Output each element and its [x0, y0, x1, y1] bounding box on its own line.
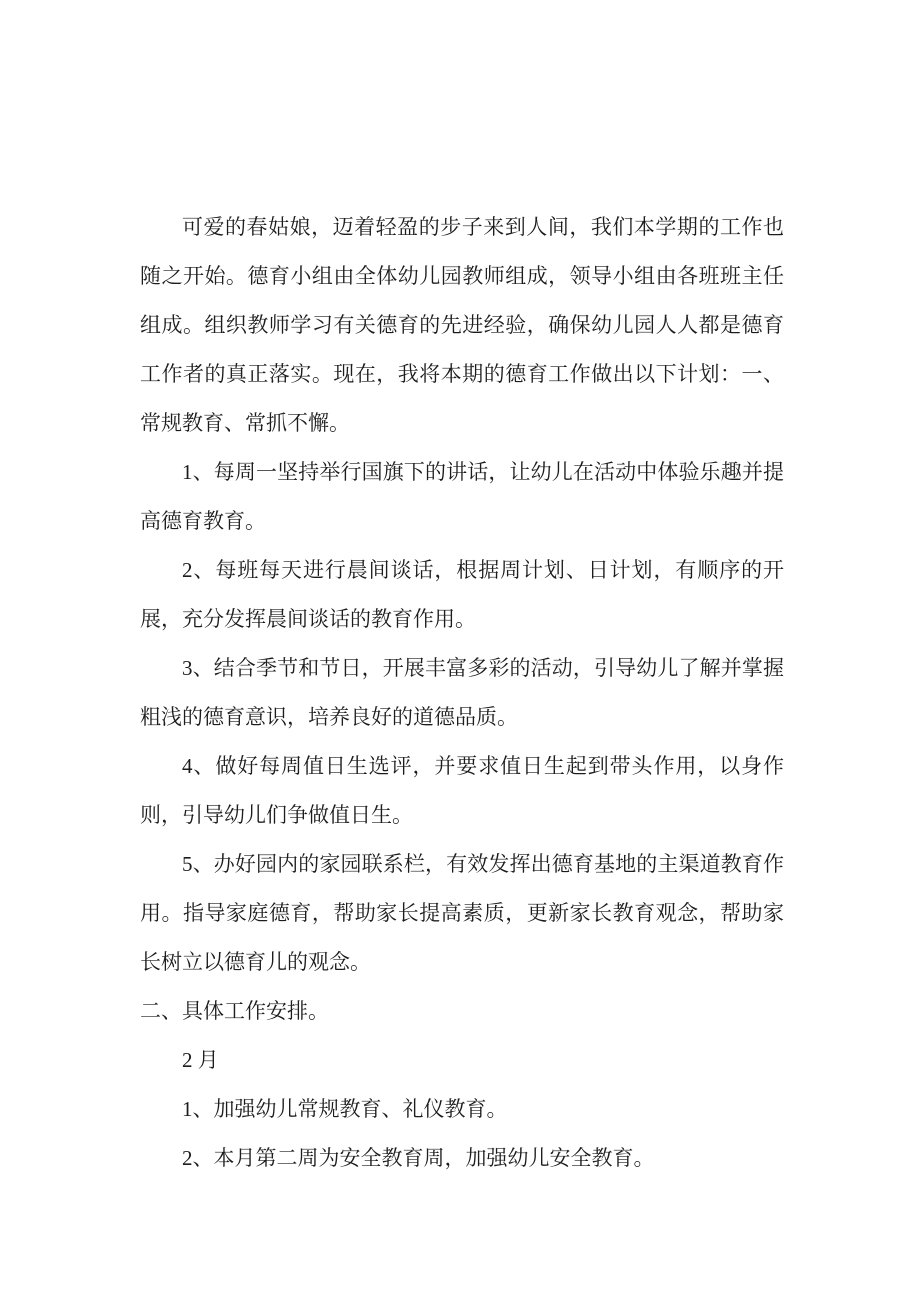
- list-item-2: 2、每班每天进行晨间谈话，根据周计划、日计划，有顺序的开展，充分发挥晨间谈话的教育作用。: [140, 558, 784, 631]
- february-item-1: 1、加强幼儿常规教育、礼仪教育。: [182, 1097, 508, 1121]
- list-item-3: 3、结合季节和节日，开展丰富多彩的活动，引导幼儿了解并掌握粗浅的德育意识，培养良好的道德品质。: [140, 656, 784, 729]
- list-item-1: 1、每周一坚持举行国旗下的讲话，让幼儿在活动中体验乐趣并提高德育教育。: [140, 460, 784, 533]
- paragraph-intro: 可爱的春姑娘，迈着轻盈的步子来到人间，我们本学期的工作也随之开始。德育小组由全体幼儿园教师组成，领导小组由各班班主任组成。组织教师学习有关德育的先进经验，确保幼儿园人人都是德育工作者的真正落实。现在，我将本期的德育工作做出以下计划：一、常规教育、常抓不懈。: [140, 215, 784, 435]
- february-item-2: 2、本月第二周为安全教育周，加强幼儿安全教育。: [182, 1146, 655, 1170]
- section-heading-2: 二、具体工作安排。: [140, 999, 329, 1023]
- list-item-4: 4、做好每周值日生选评，并要求值日生起到带头作用，以身作则，引导幼儿们争做值日生。: [140, 754, 784, 827]
- month-label-february: 2 月: [182, 1048, 219, 1072]
- list-item-5: 5、办好园内的家园联系栏，有效发挥出德育基地的主渠道教育作用。指导家庭德育，帮助家长提高素质，更新家长教育观念，帮助家长树立以德育儿的观念。: [140, 852, 784, 974]
